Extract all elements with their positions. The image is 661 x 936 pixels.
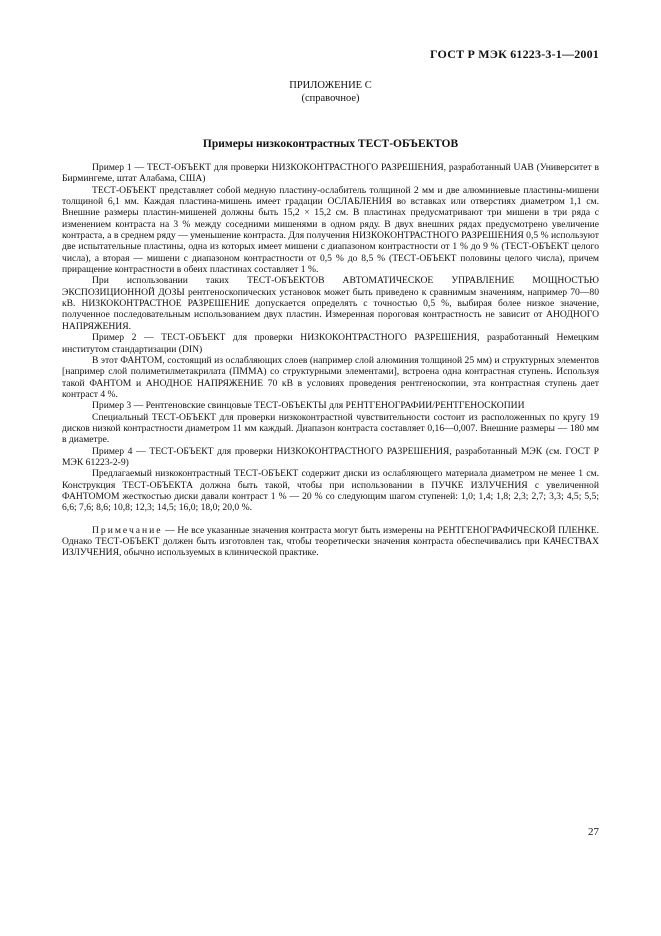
paragraph-example-4-description: Предлагаемый низкоконтрастный ТЕСТ-ОБЪЕКТ содержит диски из ослабляющего материала диаметром не менее 1 см. Конструкция ТЕСТ-ОБЪЕКТА должна быть такой, чтобы при использовании в ПУЧКЕ ИЗЛУЧЕНИЯ с увеличенной ФАНТОМОМ жесткостью диски давали контраст 1 % — 20 % со следующим шагом ступеней: 1,0; 1,4; 1,8; 2,3; 2,7; 3,3; 4,5; 5,5; 6,6; 7,6; 8,6; 10,8; 12,3; 14,5; 16,0; 18,0; 20,0 %. [62,468,599,514]
paragraph-example-2-heading: Пример 2 — ТЕСТ-ОБЪЕКТ для проверки НИЗКОКОНТРАСТНОГО РАЗРЕШЕНИЯ, разработанный Немецким институтом стандартизации (DIN) [62,332,599,355]
page-number: 27 [588,826,599,838]
note-paragraph [62,525,599,559]
paragraph-example-1-usage: При использовании таких ТЕСТ-ОБЪЕКТОВ АВТОМАТИЧЕСКОЕ УПРАВЛЕНИЕ МОЩНОСТЬЮ ЭКСПОЗИЦИОННОЙ ДОЗЫ рентгеноскопических установок может быть приведено к сравнимым значениям, например 70—80 кВ. НИЗКОКОНТРАСТНОЕ РАЗРЕШЕНИЕ допускается определять с точностью 0,5 %, выбирая более низкое значение, полученное последовательным использованием двух пластин. Измеренная пороговая контрастность не зависит от АНОДНОГО НАПРЯЖЕНИЯ. [62,275,599,332]
appendix-type: (справочное) [301,93,360,104]
body-text [62,162,599,559]
paragraph-example-1-description: ТЕСТ-ОБЪЕКТ представляет собой медную пластину-ослабитель толщиной 2 мм и две алюминиевые пластины-мишени толщиной 6,1 мм. Каждая пластина-мишень имеет градации ОСЛАБЛЕНИЯ во вставках или отверстиях диаметром 1,1 см. Внешние размеры пластин-мишеней должны быть 15,2 × 15,2 см. В пластинах предусматривают три мишени в три ряда с изменением контраста на 3 % между соседними мишенями в одном ряду. В двух внешних рядах предусмотрено увеличение контраста, а в среднем ряду — уменьшение контраста. Для получения НИЗКОКОНТРАСТНОГО РАЗРЕШЕНИЯ 0,5 % используют две испытательные пластины, одна из которых имеет мишени с диапазоном контрастности от 1 % до 9 % (ТЕСТ-ОБЪЕКТ целого числа), а вторая — мишени с диапазоном контрастности от 0,5 % до 8,5 % (ТЕСТ-ОБЪЕКТ половины целого числа), причем приращение контрастности в обеих пластинах составляет 1 %. [62,184,599,276]
appendix-label: ПРИЛОЖЕНИЕ С [289,80,372,91]
paragraph-example-1-heading: Пример 1 — ТЕСТ-ОБЪЕКТ для проверки НИЗКОКОНТРАСТНОГО РАЗРЕШЕНИЯ, разработанный UAB (Университет в Бирмингеме, штат Алабама, США) [62,162,599,185]
paragraph-example-2-description: В этот ФАНТОМ, состоящий из ослабляющих слоев (например слой алюминия толщиной 25 мм) и структурных элементов [например слой полиметилметакрилата (ПММА) со структурными элементами], встроена одна контрастная ступень. Используя такой ФАНТОМ и АНОДНОЕ НАПРЯЖЕНИЕ 70 кВ в условиях проведения рентгеноскопии, эта контрастная ступень дает контраст 4 %. [62,354,599,400]
paragraph-example-3-heading: Пример 3 — Рентгеновские свинцовые ТЕСТ-ОБЪЕКТЫ для РЕНТГЕНОГРАФИИ/РЕНТГЕНОСКОПИИ [92,400,525,412]
paragraph-example-3-description: Специальный ТЕСТ-ОБЪЕКТ для проверки низкоконтрастной чувствительности состоит из расположенных по кругу 19 дисков низкой контрастности диаметром 11 мм каждый. Диапазон контраста составляет 0,16—0,007. Внешние размеры — 180 мм в диаметре. [62,411,599,446]
paragraph-example-4-heading: Пример 4 — ТЕСТ-ОБЪЕКТ для проверки НИЗКОКОНТРАСТНОГО РАЗРЕШЕНИЯ, разработанный МЭК (см. ГОСТ Р МЭК 61223-2-9) [62,445,599,468]
document-title: Примеры низкоконтрастных ТЕСТ-ОБЪЕКТОВ [202,138,459,150]
note-text: — Не все указанные значения контраста могут быть измерены на РЕНТГЕНОГРАФИЧЕСКОЙ ПЛЕНКЕ. Однако ТЕСТ-ОБЪЕКТ должен быть изготовлен так, чтобы теоретически значения контраста обеспечивались при КАЧЕСТВАХ ИЗЛУЧЕНИЯ, обычно используемых в клинической практике. [62,524,599,559]
page-header-standard: ГОСТ Р МЭК 61223-3-1—2001 [430,47,599,61]
appendix-heading [0,79,661,105]
note-label: Примечание [92,524,163,536]
